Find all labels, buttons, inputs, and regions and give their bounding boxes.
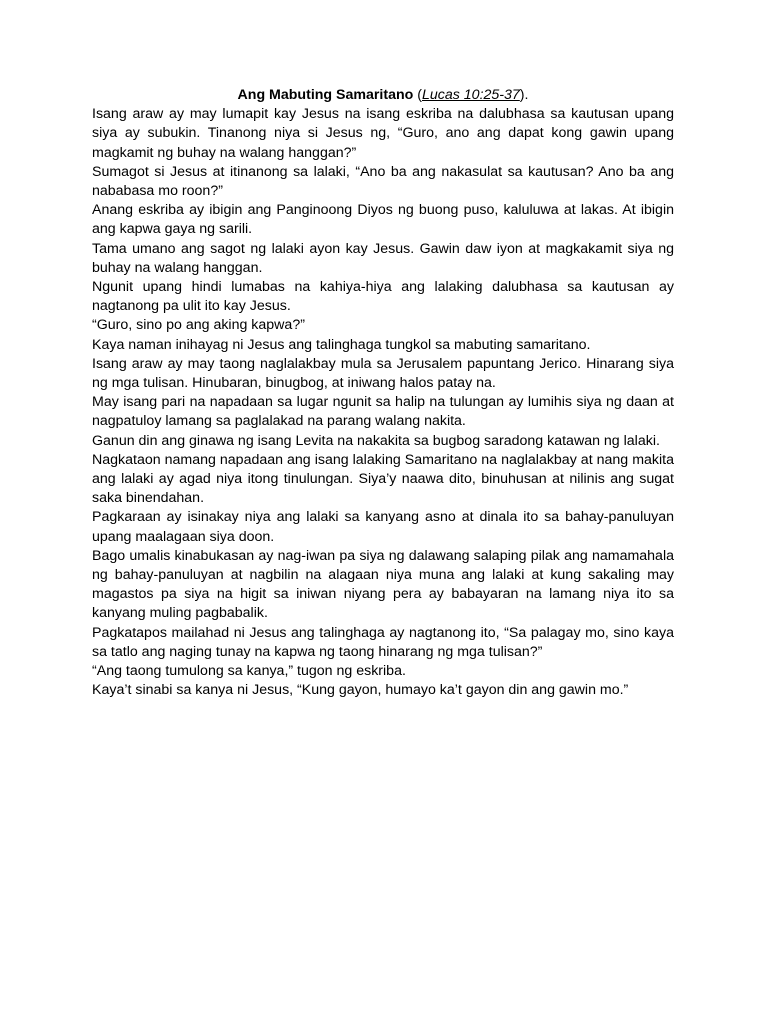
paragraph-16: Kaya’t sinabi sa kanya ni Jesus, “Kung gayon, humayo ka’t gayon din ang gawin mo.” — [92, 682, 629, 699]
paragraph-5: Ngunit upang hindi lumabas na kahiya-hiya ang lalaking dalubhasa sa kautusan ay nagtanong pa ulit ito kay Jesus. — [92, 279, 674, 315]
title-close: ). — [519, 87, 529, 103]
scripture-reference-link[interactable]: Lucas 10:25-37 — [421, 87, 520, 103]
paragraph-6: “Guro, sino po ang aking kapwa?” — [92, 317, 305, 334]
paragraph-14: Pagkatapos mailahad ni Jesus ang talinghaga ay nagtanong ito, “Sa palagay mo, sino kaya sa tatlo ang naging tunay na kapwa ng taong hinarang ng mga tulisan?” — [92, 624, 674, 660]
paragraph-13: Bago umalis kinabukasan ay nag-iwan pa siya ng dalawang salaping pilak ang namamahala ng bahay-panuluyan at nagbilin na alagaan niya muna ang lalaki at kung sakaling may magastos pa siya na higit sa iniwan niyang pera ay babayaran na lamang niya ito sa kanyang muling pagbabalik. — [92, 547, 674, 622]
paragraph-2: Sumagot si Jesus at itinanong sa lalaki, “Ano ba ang nakasulat sa kautusan? Ano ba ang nababasa mo roon?” — [92, 163, 674, 200]
paragraph-4: Tama umano ang sagot ng lalaki ayon kay Jesus. Gawin daw iyon at magkakamit siya ng buhay na walang hanggan. — [92, 240, 674, 276]
paragraph-1: Isang araw ay may lumapit kay Jesus na isang eskriba na dalubhasa sa kautusan upang siya ay subukin. Tinanong niya si Jesus ng, “Guro, ano ang dapat kong gawin upang magkamit ng buhay na walang hanggan?” — [92, 106, 674, 161]
title-text: Ang Mabuting Samaritano — [237, 87, 414, 103]
document-title — [92, 86, 674, 105]
paragraph-3: Anang eskriba ay ibigin ang Panginoong Diyos ng buong puso, kaluluwa at lakas. At ibigin ang kapwa gaya ng sarili. — [92, 202, 674, 238]
title-open-paren: ( — [413, 87, 422, 103]
paragraph-12: Pagkaraan ay isinakay niya ang lalaki sa kanyang asno at dinala ito sa bahay-panuluyan upang maalagaan siya doon. — [92, 509, 674, 545]
paragraph-15: “Ang taong tumulong sa kanya,” tugon ng eskriba. — [92, 663, 406, 680]
document-page — [92, 86, 674, 701]
paragraph-10: Ganun din ang ginawa ng isang Levita na nakakita sa bugbog saradong katawan ng lalaki. — [92, 432, 660, 449]
paragraph-11: Nagkataon namang napadaan ang isang lalaking Samaritano na naglalakbay at nang makita ang lalaki ay agad niya itong tinulungan. Siya’y naawa dito, binuhusan at nilinis ang sugat saka binendahan. — [92, 451, 674, 507]
paragraph-9: May isang pari na napadaan sa lugar ngunit sa halip na tulungan ay lumihis siya ng daan at nagpatuloy lamang sa paglalakad na parang walang nakita. — [92, 394, 674, 430]
paragraph-7: Kaya naman inihayag ni Jesus ang talinghaga tungkol sa mabuting samaritano. — [92, 336, 591, 353]
paragraph-8: Isang araw ay may taong naglalakbay mula sa Jerusalem papuntang Jerico. Hinarang siya ng mga tulisan. Hinubaran, binugbog, at iniwang halos patay na. — [92, 355, 674, 392]
